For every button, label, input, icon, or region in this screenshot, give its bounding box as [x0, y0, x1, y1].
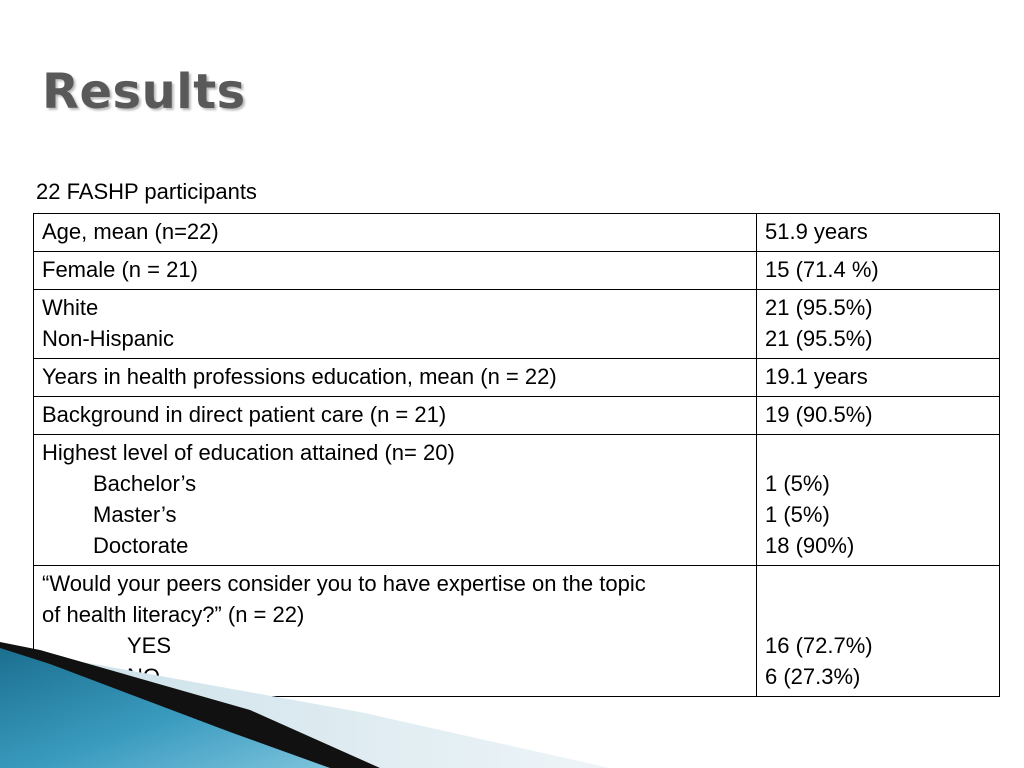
nonhispanic-value: 21 (95.5%): [765, 326, 873, 351]
yes-label: YES: [127, 633, 172, 658]
female-label: Female (n = 21): [42, 257, 198, 282]
white-value: 21 (95.5%): [765, 295, 873, 320]
table-cell-value: [757, 214, 1000, 252]
background-label: Background in direct patient care (n = 21): [42, 402, 447, 427]
white-label: White: [42, 295, 99, 320]
doctorate-label: Doctorate: [93, 533, 189, 558]
years-value: 19.1 years: [765, 364, 868, 389]
table-row: [34, 435, 1000, 566]
masters-label: Master’s: [93, 502, 177, 527]
age-label: Age, mean (n=22): [42, 219, 219, 244]
expertise-question-line1: “Would your peers consider you to have expertise on the topic: [42, 571, 646, 596]
corner-swoosh-decoration: [0, 640, 1024, 768]
table-row: [34, 214, 1000, 252]
table-cell-value: [757, 290, 1000, 359]
age-value: 51.9 years: [765, 219, 868, 244]
participants-caption: 22 FASHP participants: [36, 179, 257, 204]
table-cell-label: [34, 359, 757, 397]
years-label: Years in health professions education, mean (n = 22): [42, 364, 557, 389]
table-row: [34, 290, 1000, 359]
table-cell-label: [34, 435, 757, 566]
results-table: [33, 213, 1000, 697]
table-cell-value: [757, 397, 1000, 435]
table-cell-value: [757, 359, 1000, 397]
table-cell-label: [34, 214, 757, 252]
expertise-question-line2: of health literacy?” (n = 22): [42, 602, 305, 627]
table-row: [34, 397, 1000, 435]
education-spacer: [765, 437, 991, 468]
female-value: 15 (71.4 %): [765, 257, 879, 282]
expertise-spacer-2: [765, 599, 991, 630]
bachelors-label: Bachelor’s: [93, 471, 197, 496]
yes-value: 16 (72.7%): [765, 633, 873, 658]
expertise-spacer-1: [765, 568, 991, 599]
slide-title: Results: [42, 64, 246, 120]
no-value: 6 (27.3%): [765, 664, 861, 689]
nonhispanic-label: Non-Hispanic: [42, 326, 175, 351]
table-cell-value: [757, 435, 1000, 566]
table-cell-label: [34, 290, 757, 359]
masters-value: 1 (5%): [765, 502, 830, 527]
bachelors-value: 1 (5%): [765, 471, 830, 496]
table-row: [34, 252, 1000, 290]
education-label: Highest level of education attained (n= 20): [42, 440, 455, 465]
table-cell-label: [34, 252, 757, 290]
table-cell-label: [34, 397, 757, 435]
table-row: [34, 359, 1000, 397]
background-value: 19 (90.5%): [765, 402, 873, 427]
doctorate-value: 18 (90%): [765, 533, 855, 558]
table-cell-value: [757, 252, 1000, 290]
